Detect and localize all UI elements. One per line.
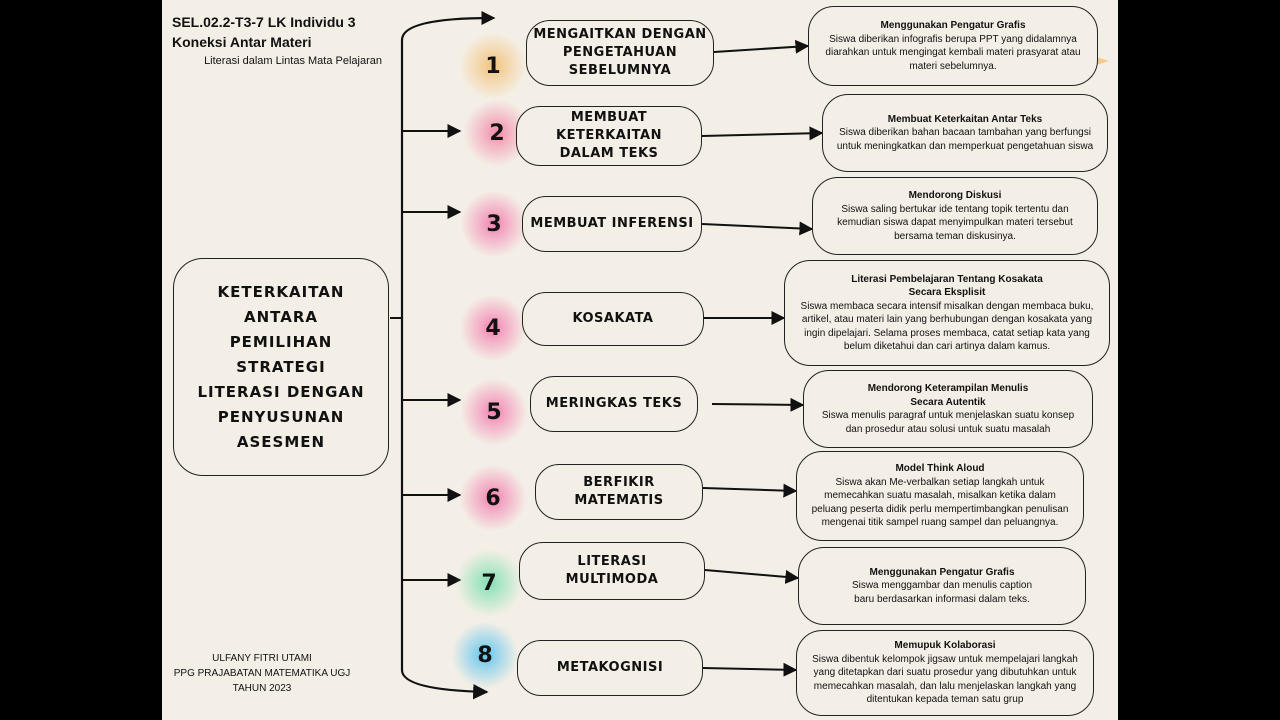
step-box-8: METAKOGNISI — [517, 640, 703, 696]
author-year: TAHUN 2023 — [232, 683, 292, 694]
desc-arrow-2 — [702, 133, 822, 136]
desc-box-1 — [808, 6, 1098, 86]
desc-body-1: Siswa diberikan infografis berupa PPT yang didalamnya diarahkan untuk mengingat kembali materi prasyarat atau materi sebelumnya. — [825, 33, 1081, 72]
desc-box-5 — [803, 370, 1093, 448]
header-title: Koneksi Antar Materi — [172, 34, 312, 50]
step-number-1: 1 — [458, 31, 528, 101]
central-topic-box: KETERKAITAN ANTARA PEMILIHAN STRATEGI LITERASI DENGAN PENYUSUNAN ASESMEN — [173, 258, 389, 476]
desc-body-8: Siswa dibentuk kelompok jigsaw untuk mempelajari langkah yang ditetapkan dari suatu prosedur yang dibutuhkan untuk memecahkan masalah, dan lalu menjelaskan langkah yang ditentukan kepada teman satu grup — [812, 653, 1078, 706]
desc-title-6: Model Think Aloud — [895, 463, 985, 475]
desc-arrow-6 — [703, 488, 796, 491]
diagram-canvas — [162, 0, 1118, 720]
step-box-3: MEMBUAT INFERENSI — [522, 196, 702, 252]
desc-arrow-3 — [702, 224, 812, 229]
step-number-6: 6 — [458, 463, 528, 533]
desc-title-4: Literasi Pembelajaran Tentang Kosakata Secara Eksplisit — [851, 273, 1043, 298]
step-box-4: KOSAKATA — [522, 292, 704, 346]
desc-body-6: Siswa akan Me-verbalkan setiap langkah untuk memecahkan suatu masalah, misalkan ketika dalam peluang peserta didik perlu mempertimbangkan penulisan mengenai titik sampel ruang sampel dan peluangnya. — [811, 476, 1069, 529]
step-number-2: 2 — [462, 98, 532, 168]
desc-box-2 — [822, 94, 1108, 172]
author-name: ULFANY FITRI UTAMI — [212, 653, 312, 664]
desc-box-6 — [796, 451, 1084, 541]
step-number-3: 3 — [459, 189, 529, 259]
desc-arrow-7 — [705, 570, 798, 578]
desc-arrow-8 — [703, 668, 796, 670]
desc-body-2: Siswa diberikan bahan bacaan tambahan yang berfungsi untuk meningkatkan dan memperkuat pengetahuan siswa — [836, 127, 1094, 152]
desc-box-4 — [784, 260, 1110, 366]
desc-arrow-1 — [714, 46, 808, 52]
desc-body-5: Siswa menulis paragraf untuk menjelaskan suatu konsep dan prosedur atau solusi untuk suatu masalah — [821, 410, 1075, 435]
desc-title-1: Menggunakan Pengatur Grafis — [880, 20, 1026, 31]
desc-box-8 — [796, 630, 1094, 716]
step-box-2: MEMBUAT KETERKAITAN DALAM TEKS — [516, 106, 702, 166]
desc-title-7: Menggunakan Pengatur Grafis — [869, 566, 1015, 578]
step-number-4: 4 — [458, 293, 528, 363]
step-number-5: 5 — [459, 377, 529, 447]
desc-title-3: Mendorong Diskusi — [908, 190, 1002, 201]
desc-box-7 — [798, 547, 1086, 625]
step-number-8: 8 — [450, 620, 520, 690]
step-box-1: MENGAITKAN DENGAN PENGETAHUAN SEBELUMNYA — [526, 20, 714, 86]
step-box-6: BERFIKIR MATEMATIS — [535, 464, 703, 520]
desc-arrow-5 — [712, 404, 803, 405]
desc-title-5: Mendorong Keterampilan Menulis Secara Autentik — [867, 383, 1029, 408]
desc-title-8: Memupuk Kolaborasi — [894, 640, 996, 652]
desc-body-3: Siswa saling bertukar ide tentang topik tertentu dan kemudian siswa dapat menyimpulkan materi tersebut bersama teman diskusinya. — [837, 203, 1073, 242]
desc-title-2: Membuat Keterkaitan Antar Teks — [887, 113, 1043, 125]
step-number-7: 7 — [454, 548, 524, 618]
desc-body-7: Siswa menggambar dan menulis caption baru berdasarkan informasi dalam teks. — [851, 580, 1033, 605]
desc-box-3 — [812, 177, 1098, 255]
author-program: PPG PRAJABATAN MATEMATIKA UGJ — [173, 668, 351, 679]
step-box-5: MERINGKAS TEKS — [530, 376, 698, 432]
header-code: SEL.02.2-T3-7 LK Individu 3 — [172, 14, 356, 30]
desc-body-4: Siswa membaca secara intensif misalkan dengan membaca buku, artikel, atau materi lain yang berhubungan dengan kosakata yang ingin dipelajari. Selama proses membaca, catat setiap kata yang belum diketahui dan cari artinya dalam kamus. — [800, 300, 1094, 352]
step-box-7: LITERASI MULTIMODA — [519, 542, 705, 600]
header-subtitle: Literasi dalam Lintas Mata Pelajaran — [204, 55, 382, 67]
